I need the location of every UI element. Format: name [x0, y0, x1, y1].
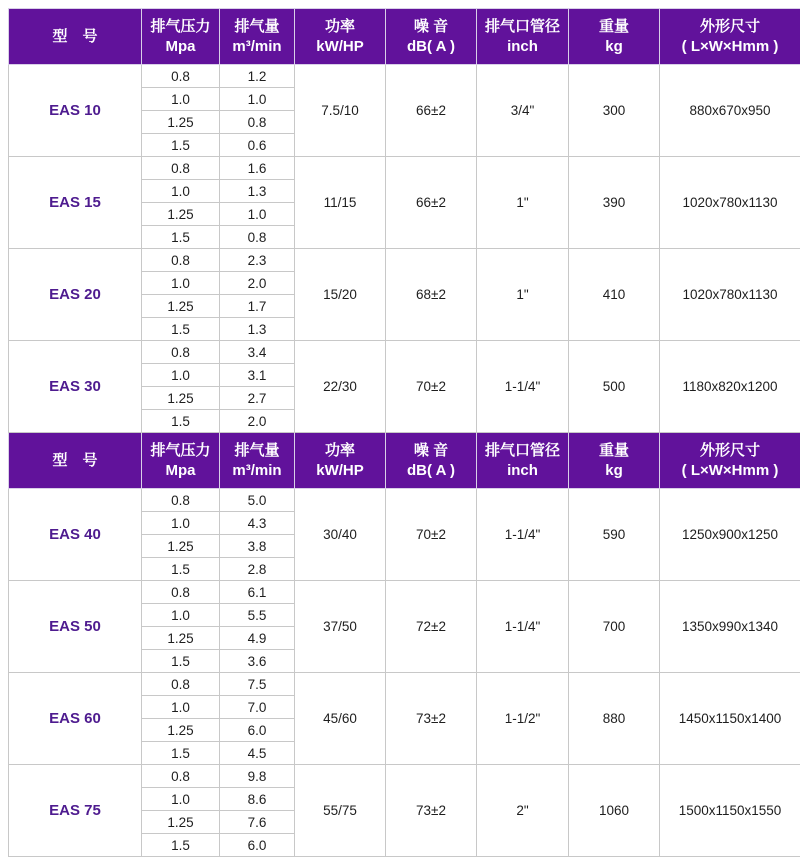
displacement-cell: 4.3	[220, 512, 295, 535]
model-cell: EAS 60	[9, 673, 142, 765]
displacement-cell: 1.6	[220, 157, 295, 180]
table-row	[9, 489, 800, 512]
power-cell: 30/40	[295, 489, 386, 581]
displacement-cell: 0.8	[220, 111, 295, 134]
column-header-line1: 排气压力	[150, 18, 211, 35]
header-row	[9, 9, 800, 65]
column-header-line1: 排气量	[234, 18, 280, 35]
port-cell: 1-1/4"	[477, 581, 569, 673]
pressure-cell: 1.5	[142, 558, 220, 581]
column-header-line1: 重量	[598, 442, 629, 459]
displacement-cell: 1.0	[220, 203, 295, 226]
dimensions-cell: 1350x990x1340	[660, 581, 800, 673]
displacement-cell: 6.0	[220, 719, 295, 742]
column-header-line2: ( L×W×Hmm )	[681, 37, 779, 55]
column-header-line1: 排气量	[234, 442, 280, 459]
dimensions-cell: 1450x1150x1400	[660, 673, 800, 765]
column-header-noise	[386, 9, 477, 65]
displacement-cell: 1.2	[220, 65, 295, 88]
column-header-line1: 噪 音	[413, 18, 449, 35]
column-header-line1: 型 号	[52, 451, 98, 469]
column-header-line1: 外形尺寸	[699, 442, 760, 459]
port-cell: 1-1/4"	[477, 489, 569, 581]
column-header-line2: Mpa	[165, 37, 196, 55]
dimensions-cell: 1500x1150x1550	[660, 765, 800, 857]
displacement-cell: 1.3	[220, 318, 295, 341]
displacement-cell: 7.5	[220, 673, 295, 696]
displacement-cell: 2.3	[220, 249, 295, 272]
model-cell: EAS 75	[9, 765, 142, 857]
displacement-cell: 9.8	[220, 765, 295, 788]
displacement-cell: 3.1	[220, 364, 295, 387]
spec-table-body	[9, 9, 800, 857]
pressure-cell: 1.25	[142, 627, 220, 650]
pressure-cell: 1.0	[142, 180, 220, 203]
column-header-power	[295, 433, 386, 489]
pressure-cell: 0.8	[142, 489, 220, 512]
port-cell: 1"	[477, 157, 569, 249]
column-header-weight	[569, 433, 660, 489]
noise-cell: 72±2	[386, 581, 477, 673]
noise-cell: 66±2	[386, 65, 477, 157]
weight-cell: 300	[569, 65, 660, 157]
spec-table	[8, 8, 800, 857]
column-header-line1: 排气口管径	[484, 442, 560, 459]
model-cell: EAS 50	[9, 581, 142, 673]
power-cell: 22/30	[295, 341, 386, 433]
displacement-cell: 3.8	[220, 535, 295, 558]
column-header-line1: 排气压力	[150, 442, 211, 459]
column-header-line2: dB( A )	[406, 37, 456, 55]
displacement-cell: 6.0	[220, 834, 295, 857]
column-header-line2: m³/min	[232, 461, 282, 479]
pressure-cell: 0.8	[142, 249, 220, 272]
model-cell: EAS 15	[9, 157, 142, 249]
displacement-cell: 5.5	[220, 604, 295, 627]
model-cell: EAS 30	[9, 341, 142, 433]
pressure-cell: 1.25	[142, 535, 220, 558]
table-row	[9, 581, 800, 604]
column-header-line2: inch	[507, 37, 538, 55]
displacement-cell: 2.0	[220, 410, 295, 433]
pressure-cell: 1.5	[142, 650, 220, 673]
dimensions-cell: 1020x780x1130	[660, 249, 800, 341]
dimensions-cell: 1180x820x1200	[660, 341, 800, 433]
displacement-cell: 1.7	[220, 295, 295, 318]
table-row	[9, 673, 800, 696]
pressure-cell: 1.5	[142, 410, 220, 433]
pressure-cell: 1.5	[142, 134, 220, 157]
power-cell: 55/75	[295, 765, 386, 857]
displacement-cell: 2.7	[220, 387, 295, 410]
displacement-cell: 0.8	[220, 226, 295, 249]
displacement-cell: 1.3	[220, 180, 295, 203]
pressure-cell: 1.0	[142, 88, 220, 111]
power-cell: 37/50	[295, 581, 386, 673]
column-header-line1: 型 号	[52, 27, 98, 45]
port-cell: 3/4"	[477, 65, 569, 157]
column-header-noise	[386, 433, 477, 489]
column-header-model	[9, 433, 142, 489]
noise-cell: 66±2	[386, 157, 477, 249]
column-header-dimensions	[660, 9, 800, 65]
displacement-cell: 4.9	[220, 627, 295, 650]
column-header-line2: dB( A )	[406, 461, 456, 479]
port-cell: 1"	[477, 249, 569, 341]
pressure-cell: 0.8	[142, 341, 220, 364]
displacement-cell: 7.6	[220, 811, 295, 834]
power-cell: 15/20	[295, 249, 386, 341]
pressure-cell: 1.5	[142, 226, 220, 249]
power-cell: 7.5/10	[295, 65, 386, 157]
pressure-cell: 1.0	[142, 364, 220, 387]
displacement-cell: 5.0	[220, 489, 295, 512]
column-header-displacement	[220, 433, 295, 489]
header-row	[9, 433, 800, 489]
pressure-cell: 1.25	[142, 295, 220, 318]
table-row	[9, 65, 800, 88]
power-cell: 45/60	[295, 673, 386, 765]
column-header-port	[477, 433, 569, 489]
pressure-cell: 1.5	[142, 834, 220, 857]
column-header-line1: 重量	[598, 18, 629, 35]
column-header-port	[477, 9, 569, 65]
column-header-pressure	[142, 9, 220, 65]
column-header-line2: Mpa	[165, 461, 196, 479]
weight-cell: 590	[569, 489, 660, 581]
pressure-cell: 1.25	[142, 719, 220, 742]
weight-cell: 880	[569, 673, 660, 765]
port-cell: 1-1/2"	[477, 673, 569, 765]
pressure-cell: 1.0	[142, 788, 220, 811]
column-header-line1: 功率	[324, 18, 355, 35]
pressure-cell: 0.8	[142, 65, 220, 88]
pressure-cell: 1.5	[142, 318, 220, 341]
displacement-cell: 0.6	[220, 134, 295, 157]
column-header-displacement	[220, 9, 295, 65]
column-header-power	[295, 9, 386, 65]
weight-cell: 1060	[569, 765, 660, 857]
column-header-line1: 功率	[324, 442, 355, 459]
weight-cell: 500	[569, 341, 660, 433]
column-header-line2: ( L×W×Hmm )	[681, 461, 779, 479]
dimensions-cell: 1020x780x1130	[660, 157, 800, 249]
model-cell: EAS 20	[9, 249, 142, 341]
displacement-cell: 7.0	[220, 696, 295, 719]
column-header-line2: kg	[605, 461, 623, 479]
pressure-cell: 1.5	[142, 742, 220, 765]
dimensions-cell: 1250x900x1250	[660, 489, 800, 581]
weight-cell: 390	[569, 157, 660, 249]
pressure-cell: 1.25	[142, 111, 220, 134]
model-cell: EAS 10	[9, 65, 142, 157]
column-header-line1: 噪 音	[413, 442, 449, 459]
pressure-cell: 1.0	[142, 272, 220, 295]
displacement-cell: 3.6	[220, 650, 295, 673]
model-cell: EAS 40	[9, 489, 142, 581]
column-header-line2: m³/min	[232, 37, 282, 55]
weight-cell: 700	[569, 581, 660, 673]
column-header-model	[9, 9, 142, 65]
pressure-cell: 1.0	[142, 696, 220, 719]
column-header-line2: kW/HP	[316, 37, 364, 55]
displacement-cell: 6.1	[220, 581, 295, 604]
column-header-line1: 外形尺寸	[699, 18, 760, 35]
noise-cell: 70±2	[386, 341, 477, 433]
displacement-cell: 2.8	[220, 558, 295, 581]
displacement-cell: 3.4	[220, 341, 295, 364]
table-row	[9, 765, 800, 788]
port-cell: 2"	[477, 765, 569, 857]
displacement-cell: 4.5	[220, 742, 295, 765]
pressure-cell: 1.0	[142, 604, 220, 627]
column-header-line2: kW/HP	[316, 461, 364, 479]
noise-cell: 73±2	[386, 765, 477, 857]
column-header-line2: inch	[507, 461, 538, 479]
column-header-dimensions	[660, 433, 800, 489]
noise-cell: 70±2	[386, 489, 477, 581]
displacement-cell: 8.6	[220, 788, 295, 811]
power-cell: 11/15	[295, 157, 386, 249]
displacement-cell: 1.0	[220, 88, 295, 111]
table-row	[9, 341, 800, 364]
pressure-cell: 1.25	[142, 203, 220, 226]
table-row	[9, 249, 800, 272]
pressure-cell: 0.8	[142, 581, 220, 604]
column-header-line1: 排气口管径	[484, 18, 560, 35]
dimensions-cell: 880x670x950	[660, 65, 800, 157]
column-header-pressure	[142, 433, 220, 489]
pressure-cell: 0.8	[142, 157, 220, 180]
pressure-cell: 1.25	[142, 811, 220, 834]
noise-cell: 68±2	[386, 249, 477, 341]
weight-cell: 410	[569, 249, 660, 341]
pressure-cell: 1.0	[142, 512, 220, 535]
column-header-line2: kg	[605, 37, 623, 55]
table-row	[9, 157, 800, 180]
pressure-cell: 0.8	[142, 673, 220, 696]
column-header-weight	[569, 9, 660, 65]
pressure-cell: 1.25	[142, 387, 220, 410]
port-cell: 1-1/4"	[477, 341, 569, 433]
displacement-cell: 2.0	[220, 272, 295, 295]
noise-cell: 73±2	[386, 673, 477, 765]
pressure-cell: 0.8	[142, 765, 220, 788]
